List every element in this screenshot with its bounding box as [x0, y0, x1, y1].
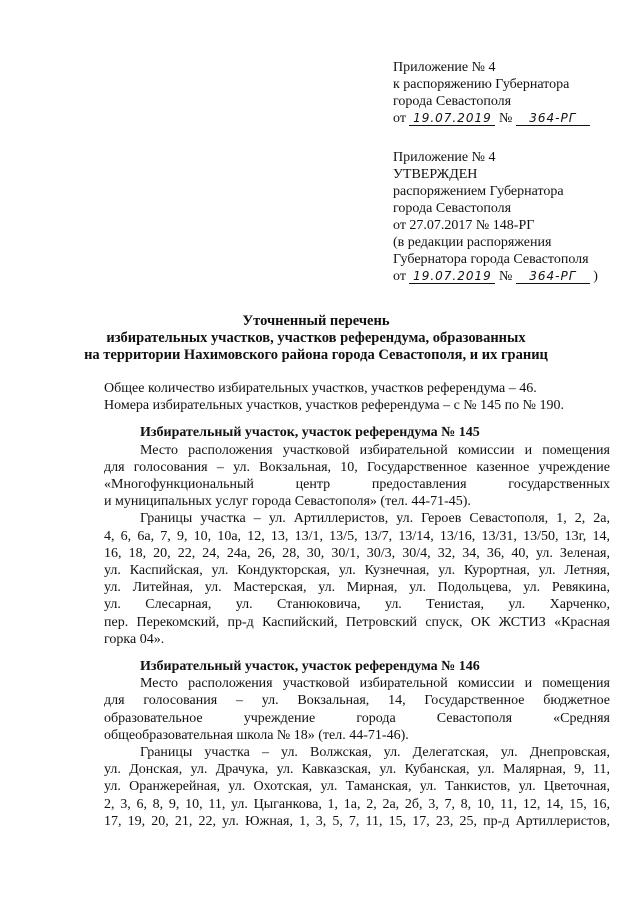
approval-line: (в редакции распоряжения	[393, 235, 552, 250]
bounds-line: 17, 19, 20, 21, 22, ул. Южная, 1, 3, 5, 7, 11, 15, 17, 23, 25, пр-д Артиллеристов,	[104, 813, 610, 829]
handwritten-number: 364-РГ	[516, 269, 590, 284]
appendix-date-line	[393, 110, 590, 127]
bounds-line: 2, 3, 6, 8, 9, 10, 11, ул. Цыганкова, 1, 1а, 2, 2а, 2б, 3, 7, 8, 10, 11, 12, 14, 15, 16,	[104, 796, 610, 812]
place-line: Место расположения участковой избирательной комиссии и помещения	[140, 676, 610, 692]
approval-line: от 27.07.2017 № 148-РГ	[393, 218, 535, 233]
bounds-line: горка 04».	[104, 631, 165, 647]
approval-line: УТВЕРЖДЕН	[393, 167, 478, 182]
place-line: «Многофункциональный центр предоставления государственных	[104, 477, 610, 493]
place-line: для голосования – ул. Вокзальная, 14, Государственное бюджетное	[104, 693, 610, 709]
appendix-line: города Севастополя	[393, 94, 512, 109]
approval-line: распоряжением Губернатора	[393, 184, 564, 199]
place-line: и муниципальных услуг города Севастополя» (тел. 44-71-45).	[104, 494, 471, 510]
bounds-line: 16, 18, 20, 22, 24, 24а, 26, 28, 30, 30/1, 30/3, 30/4, 32, 34, 36, 40, ул. Зеленая,	[104, 545, 610, 561]
bounds-line: ул. Оранжерейная, ул. Охотская, ул. Таманская, ул. Танкистов, ул. Цветочная,	[104, 779, 610, 795]
ot-label: от	[393, 111, 406, 126]
appendix-line: Приложение № 4	[393, 60, 496, 75]
title-line: Уточненный перечень	[242, 313, 390, 329]
handwritten-date: 19.07.2019	[409, 269, 495, 284]
ot-label: от	[393, 269, 406, 284]
approval-header	[393, 149, 598, 285]
place-line: образовательное учреждение города Севастополя «Средняя	[104, 710, 610, 726]
place-line: общеобразовательная школа № 18» (тел. 44-71-46).	[104, 727, 409, 743]
bounds-line: Границы участка – ул. Волжская, ул. Делегатская, ул. Днепровская,	[140, 745, 610, 761]
bounds-line: ул. Литейная, ул. Мастерская, ул. Мирная, ул. Подольцева, ул. Ревякина,	[104, 580, 610, 596]
bounds-line: ул. Донская, ул. Драчука, ул. Кавказская, ул. Кубанская, ул. Малярная, 9, 11,	[104, 762, 610, 778]
bounds-line: Границы участка – ул. Артиллеристов, ул. Героев Севастополя, 1, 2, 2а,	[140, 511, 610, 527]
approval-line: Губернатора города Севастополя	[393, 252, 589, 267]
number-sign: №	[498, 269, 513, 284]
place-line: для голосования – ул. Вокзальная, 10, Государственное казенное учреждение	[104, 459, 610, 475]
title-line: на территории Нахимовского района города Севастополя, и их границ	[84, 347, 548, 363]
closing-paren: )	[593, 269, 598, 284]
document-body	[104, 380, 610, 830]
place-line: Место расположения участковой избирательной комиссии и помещения	[140, 442, 610, 458]
approval-line: города Севастополя	[393, 201, 512, 216]
title-line: избирательных участков, участков референдума, образованных	[106, 330, 526, 346]
summary-line: Номера избирательных участков, участков референдума – с № 145 по № 190.	[104, 398, 565, 414]
bounds-line: ул. Каспийская, ул. Кондукторская, ул. Кузнечная, ул. Курортная, ул. Летняя,	[104, 563, 610, 579]
handwritten-date: 19.07.2019	[409, 111, 495, 126]
number-sign: №	[498, 111, 513, 126]
bounds-line: ул. Слесарная, ул. Станюковича, ул. Тенистая, ул. Харченко,	[104, 597, 610, 613]
approval-date-line	[393, 268, 598, 285]
approval-line: Приложение № 4	[393, 150, 496, 165]
appendix-line: к распоряжению Губернатора	[393, 77, 570, 92]
bounds-line: пер. Перекомский, пр-д Каспийский, Петровский спуск, ОК ЖСТИЗ «Красная	[104, 614, 610, 630]
appendix-header	[393, 59, 590, 127]
summary-line: Общее количество избирательных участков, участков референдума – 46.	[104, 381, 537, 396]
document-title	[0, 313, 632, 364]
bounds-line: 4, 6, 6а, 7, 9, 10, 10а, 12, 13, 13/1, 13/5, 13/7, 13/14, 13/16, 13/31, 13/50, 13г, 14,	[104, 528, 610, 544]
section-heading: Избирательный участок, участок референдума № 146	[140, 659, 480, 675]
section-heading: Избирательный участок, участок референдума № 145	[140, 425, 480, 441]
handwritten-number: 364-РГ	[516, 111, 590, 126]
